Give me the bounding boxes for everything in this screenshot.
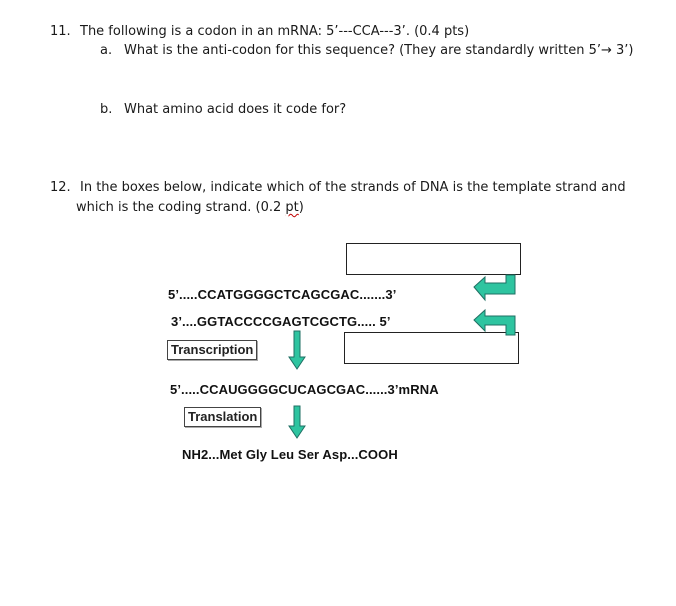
down-arrow-icon-translation [288,405,306,439]
q12-line2-suffix: ) [298,200,304,215]
bent-arrow-icon-top [472,274,520,302]
q12-spell-underline: pt [285,200,299,215]
translation-label: Translation [184,407,261,427]
down-arrow-icon-transcription-shape [289,331,305,369]
q12-number: 12. [50,180,71,195]
answer-box-top-strand[interactable] [346,243,521,275]
protein-sequence: NH2...Met Gly Leu Ser Asp...COOH [182,447,398,462]
mrna-strand: 5’.....CCAUGGGGCUCAGCGAC......3’mRNA [170,382,439,397]
q11b-letter: b. [100,102,113,117]
dna-bottom-strand: 3’....GGTACCCCGAGTCGCTG..... 5’ [171,314,391,329]
bent-arrow-icon-bottom-shape [474,310,515,335]
down-arrow-icon-translation-shape [289,406,305,438]
q11b-prompt: What amino acid does it code for? [124,102,347,117]
q12-prompt-line1: In the boxes below, indicate which of the strands of DNA is the template strand and [80,180,626,195]
answer-box-bottom-strand[interactable] [344,332,519,364]
q11a-prompt: What is the anti-codon for this sequence? (They are standardly written 5’→ 3’) [124,43,634,58]
dna-top-strand: 5’.....CCATGGGGCTCAGCGAC.......3’ [168,287,397,302]
q12-line2-prefix: which is the coding strand. (0.2 [76,200,286,215]
q11a-letter: a. [100,43,113,58]
down-arrow-icon-transcription [288,330,306,370]
q11-number: 11. [50,24,71,39]
bent-arrow-icon-bottom [472,306,520,336]
q12-prompt-line2 [76,200,304,215]
q11-prompt: The following is a codon in an mRNA: 5’---CCA---3’. (0.4 pts) [80,24,470,39]
transcription-label: Transcription [167,340,257,360]
bent-arrow-icon-top-shape [474,275,515,300]
